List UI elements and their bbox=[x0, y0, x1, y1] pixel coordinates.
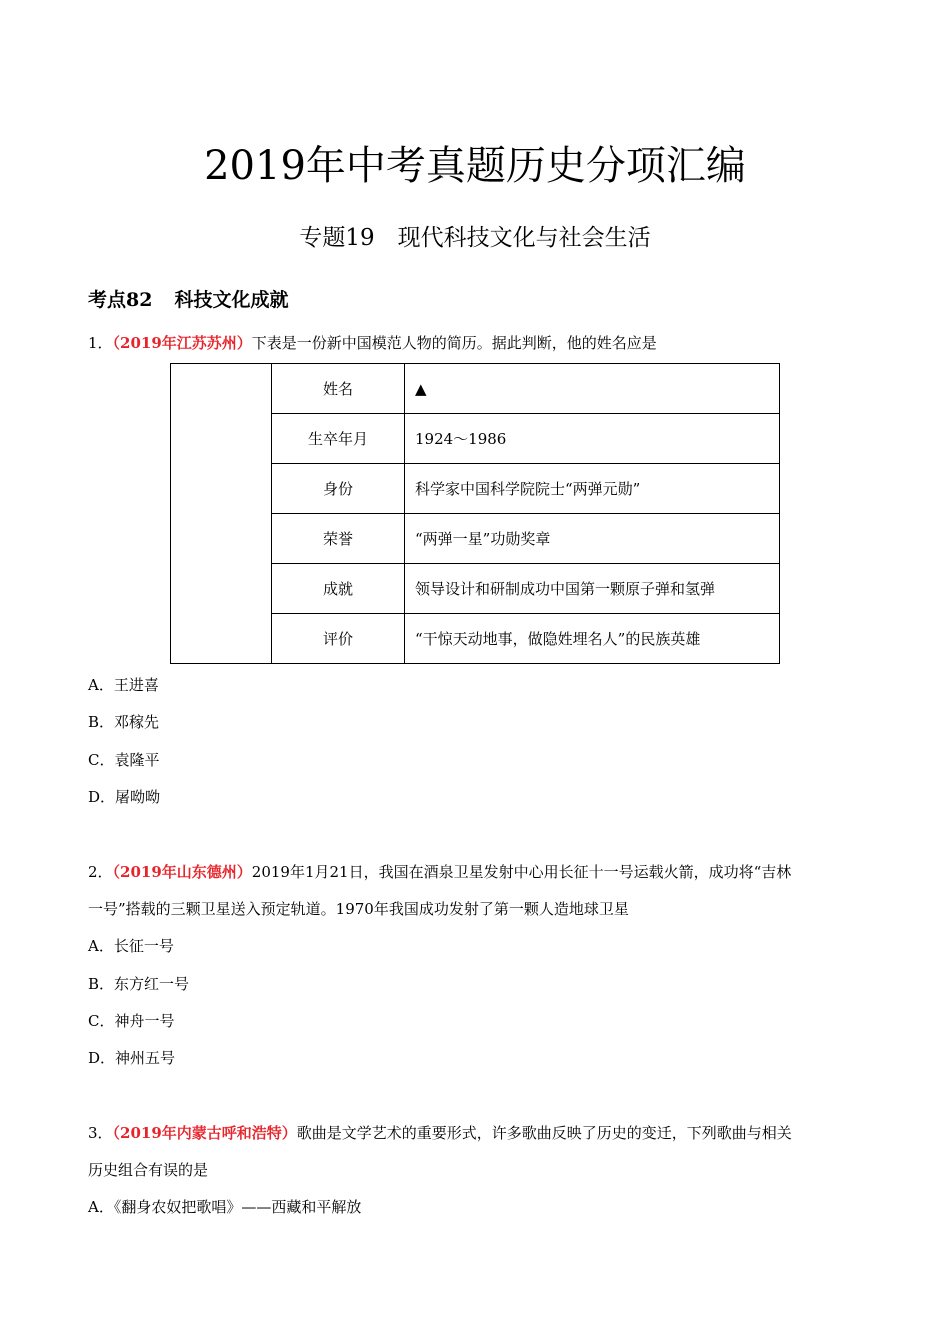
question-1-stem bbox=[88, 332, 657, 354]
option-text: 屠呦呦 bbox=[115, 788, 161, 806]
photo-cell bbox=[171, 364, 272, 664]
question-stem-text: 下表是一份新中国模范人物的简历。据此判断，他的姓名应是 bbox=[251, 334, 657, 352]
table-row bbox=[171, 364, 780, 414]
row-value: 领导设计和研制成功中国第一颗原子弹和氢弹 bbox=[405, 564, 780, 614]
option-a bbox=[88, 1196, 361, 1218]
question-number: 2． bbox=[88, 863, 113, 881]
option-letter: D． bbox=[88, 1049, 116, 1067]
option-text: 《翻身农奴把歌唱》——西藏和平解放 bbox=[113, 1198, 362, 1216]
option-d bbox=[88, 1047, 175, 1069]
option-text: 神州五号 bbox=[115, 1049, 176, 1067]
row-label: 生卒年月 bbox=[272, 414, 405, 464]
option-letter: B． bbox=[88, 975, 115, 993]
section-label: 考点82 bbox=[88, 289, 153, 311]
section-heading bbox=[88, 286, 288, 314]
option-d bbox=[88, 786, 160, 808]
question-2-stem bbox=[88, 861, 791, 883]
option-text: 袁隆平 bbox=[114, 751, 160, 769]
row-label: 评价 bbox=[272, 614, 405, 664]
option-c bbox=[88, 749, 160, 771]
question-source: （2019年内蒙古呼和浩特） bbox=[112, 1124, 297, 1142]
section-name: 科技文化成就 bbox=[174, 289, 289, 311]
row-label: 身份 bbox=[272, 464, 405, 514]
question-stem-text: 2019年1月21日，我国在酒泉卫星发射中心用长征十一号运载火箭，成功将“吉林 bbox=[251, 863, 792, 881]
document-subtitle: 专题19 现代科技文化与社会生活 bbox=[299, 225, 651, 251]
biography-table bbox=[170, 363, 780, 664]
option-letter: C． bbox=[88, 751, 115, 769]
row-value: “干惊天动地事，做隐姓埋名人”的民族英雄 bbox=[405, 614, 780, 664]
option-letter: B． bbox=[88, 713, 115, 731]
option-text: 东方红一号 bbox=[114, 975, 190, 993]
option-b bbox=[88, 711, 159, 733]
row-value: “两弹一星”功勋奖章 bbox=[405, 514, 780, 564]
row-label: 姓名 bbox=[272, 364, 405, 414]
option-letter: A． bbox=[88, 937, 114, 955]
row-value: 1924～1986 bbox=[405, 414, 780, 464]
option-text: 王进喜 bbox=[113, 676, 159, 694]
option-text: 邓稼先 bbox=[114, 713, 160, 731]
row-label: 成就 bbox=[272, 564, 405, 614]
question-stem-text: 歌曲是文学艺术的重要形式，许多歌曲反映了历史的变迁，下列歌曲与相关 bbox=[296, 1124, 792, 1142]
question-2-stem-continued: 一号”搭载的三颗卫星送入预定轨道。1970年我国成功发射了第一颗人造地球卫星 bbox=[88, 900, 629, 918]
option-a bbox=[88, 674, 159, 696]
row-value: 科学家中国科学院院士“两弹元勋” bbox=[405, 464, 780, 514]
question-3-stem bbox=[88, 1122, 792, 1144]
option-letter: A． bbox=[88, 1198, 114, 1216]
option-letter: C． bbox=[88, 1012, 115, 1030]
row-value: ▲ bbox=[405, 364, 780, 414]
question-number: 1． bbox=[88, 334, 113, 352]
option-b bbox=[88, 973, 189, 995]
question-number: 3． bbox=[88, 1124, 113, 1142]
question-3-stem-continued: 历史组合有误的是 bbox=[88, 1161, 209, 1179]
option-a bbox=[88, 935, 174, 957]
option-text: 神舟一号 bbox=[114, 1012, 175, 1030]
document-title: 2019年中考真题历史分项汇编 bbox=[204, 143, 746, 189]
option-letter: A． bbox=[88, 676, 114, 694]
option-letter: D． bbox=[88, 788, 116, 806]
question-source: （2019年山东德州） bbox=[112, 863, 252, 881]
option-text: 长征一号 bbox=[113, 937, 174, 955]
question-source: （2019年江苏苏州） bbox=[112, 334, 252, 352]
option-c bbox=[88, 1010, 175, 1032]
row-label: 荣誉 bbox=[272, 514, 405, 564]
